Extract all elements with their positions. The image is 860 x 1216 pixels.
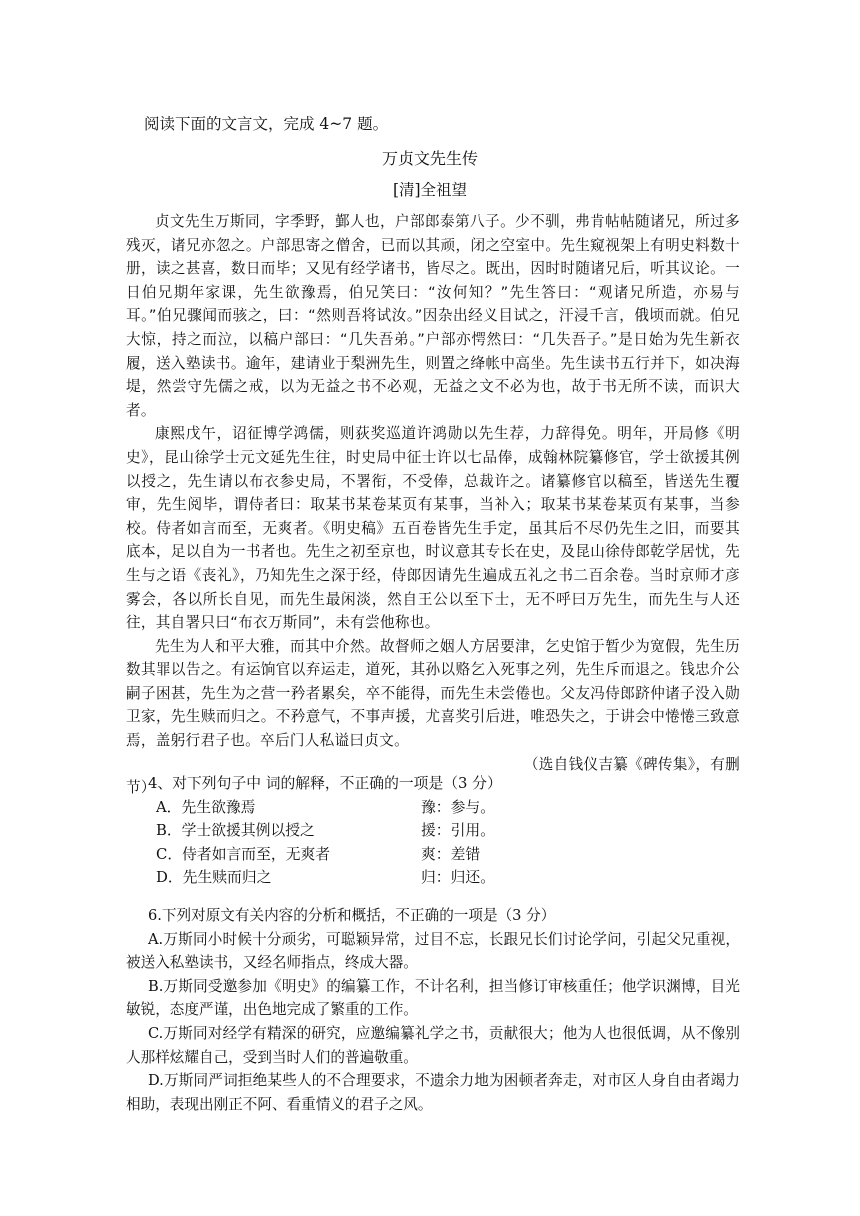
option-c [156,843,740,867]
option-a [156,796,740,820]
passage-body [126,210,740,800]
option-explanation: 归：归还。 [421,869,495,887]
option-sentence: C．侍者如言而至，无爽者 [156,845,331,863]
source-note: （选自钱仪吉纂《碑传集》，有删 [523,755,740,773]
paragraph: 先生为人和平大雅，而其中介然。故督师之姻人方居要津，乞史馆于暂少为宽假，先生历数其罪以告之。有运饷官以弃运走，道死，其孙以赂乞入死事之列，先生斥而退之。钱忠介公嗣子困甚，先生为之营一矜者累矣，卒不能得，而先生未尝倦也。父友冯侍郎跻仲诸子没入勋卫家，先生赎而归之。不矜意气，不事声援，尤喜奖引后进，唯恐失之，于讲会中惓惓三致意焉，盖躬行君子也。卒后门人私谥曰贞文。 [126,637,740,750]
option-sentence: B．学士欲援其例以授之 [156,822,315,840]
option-d [156,866,740,890]
option-explanation: 援：引用。 [421,822,495,840]
choice-b: B.万斯同受邀参加《明史》的编纂工作，不计名利，担当修订审核重任；他学识渊博，目光敏锐，态度严谨，出色地完成了繁重的工作。 [126,977,740,1019]
choice-c: C.万斯同对经学有精深的研究，应邀编纂礼学之书，贡献很大；他为人也很低调，从不像别人那样炫耀自己，受到当时人们的普遍敬重。 [126,1024,740,1066]
instruction-line: 阅读下面的文言文，完成 4~7 题。 [144,115,389,133]
question-4 [126,772,740,890]
source-note-tail: 节） [126,779,156,797]
choice-a: A.万斯同小时候十分顽劣，可聪颖异常，过目不忘，长跟兄长们讨论学问，引起父兄重视，被送入私塾读书，又经名师指点，终成大器。 [126,930,740,972]
paragraph: 康熙戊午，诏征博学鸿儒，则荻奖巡道许鸿勋以先生荐，力辞得免。明年，开局修《明史》，昆山徐学士元文延先生往，时史局中征士许以七品俸，成翰林院纂修官，学士欲援其例以授之，先生请以布衣参史局，不署衔，不受俸，总裁许之。诸纂修官以稿至，皆送先生覆审，先生阅毕，谓侍者曰：取某书某卷某页有某事，当补入；取某书某卷某页有某事，当参校。侍者如言而至，无爽者。《明史稿》五百卷皆先生手定，虽其后不尽仍先生之旧，而要其底本，足以自为一书者也。先生之初至京也，时议意其专长在史，及昆山徐侍郎乾学居忧，先生与之语《丧礼》，乃知先生之深于经，侍郎因请先生遍成五礼之书二百余卷。当时京师才彦雾会，各以所长自见，而先生最闲淡，然自王公以至下士，无不呼曰万先生，而先生与人还往，其自署只曰“布衣万斯同”，未有尝他称也。 [126,425,740,632]
passage-author: [清]全祖望 [392,181,468,199]
choice-d: D.万斯同严词拒绝某些人的不合理要求，不遗余力地为困顿者奔走，对市区人身自由者竭力相助，表现出刚正不阿、看重情义的君子之风。 [126,1072,740,1113]
question-6-stem: 6.下列对原文有关内容的分析和概括，不正确的一项是（3 分） [148,907,556,924]
option-sentence: D．先生赎而归之 [156,869,272,887]
passage-title: 万贞文先生传 [381,149,478,168]
option-sentence: A．先生欲豫焉 [156,798,256,816]
option-b [156,819,740,843]
option-explanation: 爽：差错 [421,845,481,863]
option-explanation: 豫：参与。 [421,798,495,816]
paragraph: 贞文先生万斯同，字季野，鄞人也，户部郎泰第八子。少不驯，弗肯帖帖随诸兄，所过多残灭，诸兄亦忽之。户部思寄之僧舍，已而以其顽，闭之空室中。先生窥视架上有明史料数十册，读之甚喜，数日而毕；又见有经学诸书，皆尽之。既出，因时时随诸兄后，听其议论。一日伯兄期年家课，先生欲豫焉，伯兄笑曰：“汝何知？”先生答曰：“观诸兄所造，亦易与耳。”伯兄骤闻而骇之，曰：“然则吾将试汝。”因杂出经义目试之，汗浸千言，俄顷而就。伯兄大惊，持之而泣，以稿户部曰：“几失吾弟。”户部亦愕然曰：“几失吾子。”是日始为先生新衣履，送入塾读书。逾年，建请业于梨洲先生，则置之绛帐中高坐。先生读书五行并下，如决海堤，然尝守先儒之戒，以为无益之书不必观，无益之文不必为也，故于书无所不读，而识大者。 [126,213,740,419]
question-4-stem: 4、对下列句子中 词的解释，不正确的一项是（3 分） [148,775,502,792]
question-6 [126,904,740,1116]
